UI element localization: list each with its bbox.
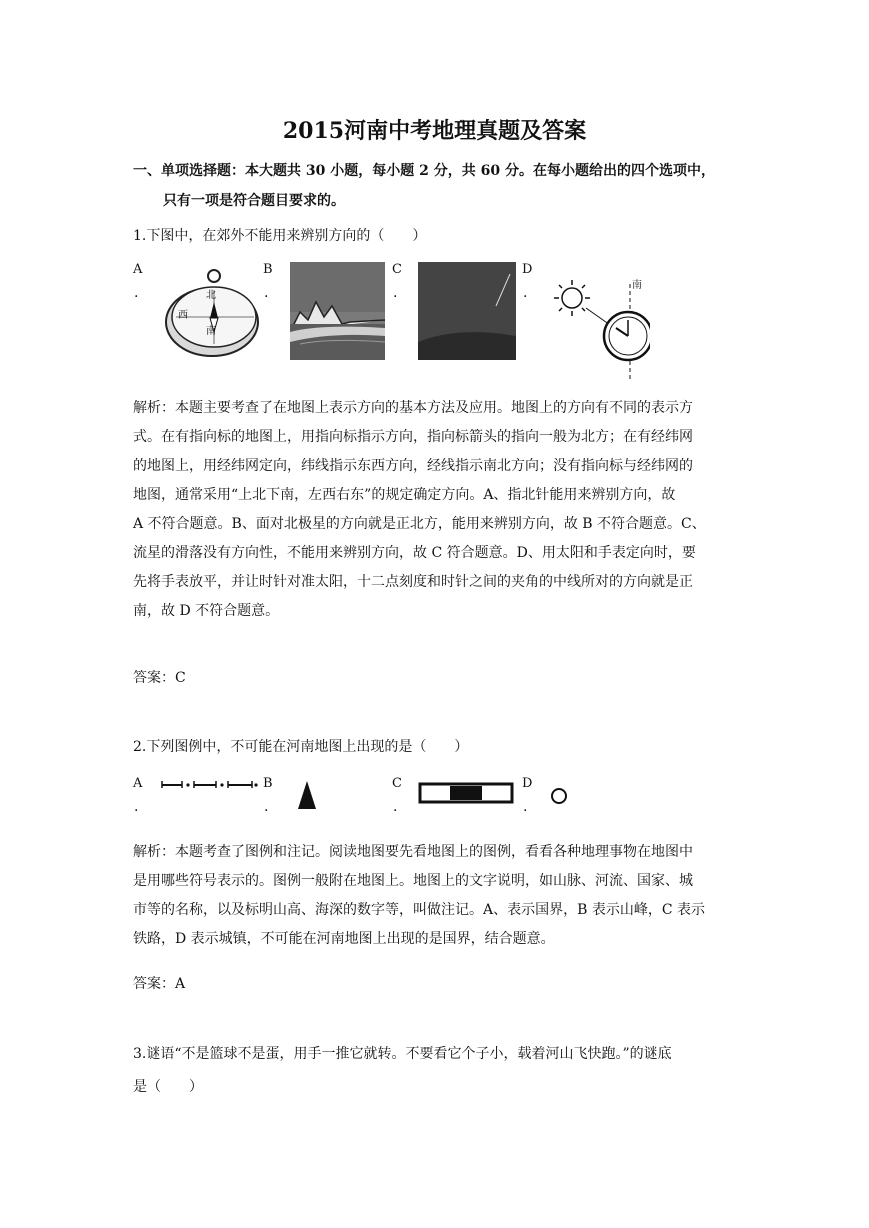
national-border-symbol xyxy=(160,776,260,788)
q1-option-c-label: C xyxy=(392,262,402,277)
compass-image xyxy=(158,268,263,360)
q2-analysis xyxy=(133,838,743,954)
q1-option-c-dot: . xyxy=(393,285,398,301)
q1-option-b-dot: . xyxy=(264,285,269,301)
q1-analysis-line: 先将手表放平，并让时针对准太阳，十二点刻度和时针之间的夹角的中线所对的方向就是正 xyxy=(133,574,693,590)
q2-analysis-line: 解析：本题考查了图例和注记。阅读地图要先看地图上的图例，看看各种地理事物在地图中 xyxy=(133,844,693,860)
q1-option-a-label: A xyxy=(133,262,143,277)
railway-symbol xyxy=(418,782,514,804)
q1-analysis-line: 地图，通常采用“上北下南，左西右东”的规定确定方向。A、指北针能用来辨别方向，故 xyxy=(133,487,676,503)
town-symbol xyxy=(550,787,568,805)
q1-analysis-line: 式。在有指向标的地图上，用指向标指示方向，指向标箭头的指向一般为北方；在有经纬网 xyxy=(133,429,693,445)
q2-stem: 2.下列图例中，不可能在河南地图上出现的是（ ） xyxy=(133,739,469,755)
compass-north-label: 北 xyxy=(206,290,216,301)
q3-stem-line1: 3.谜语“不是篮球不是蛋，用手一推它就转。不要看它个子小，载着河山飞快跑。”的谜底 xyxy=(133,1046,672,1062)
q2-option-c-dot: . xyxy=(393,799,398,815)
section-heading-line1: 一、单项选择题：本大题共 30 小题，每小题 2 分，共 60 分。在每小题给出的四个选项中， xyxy=(133,163,715,179)
q2-option-b-dot: . xyxy=(264,799,269,815)
q2-option-a-label: A xyxy=(133,776,143,791)
q1-option-d-dot: . xyxy=(523,285,528,301)
q1-option-d-label: D xyxy=(522,262,533,277)
q2-option-a-dot: . xyxy=(134,799,139,815)
q1-analysis-line: 的地图上，用经纬网定向，纬线指示东西方向，经线指示南北方向；没有指向标与经纬网的 xyxy=(133,458,693,474)
q1-answer: 答案：C xyxy=(133,670,186,686)
q1-stem: 1.下图中，在郊外不能用来辨别方向的（ ） xyxy=(133,228,427,244)
compass-south-label: 南 xyxy=(206,326,216,337)
mountain-peak-symbol xyxy=(296,780,318,810)
q2-option-b-label: B xyxy=(263,776,273,791)
q2-option-d-label: D xyxy=(522,776,533,791)
compass-west-label: 西 xyxy=(178,310,188,321)
q1-option-b-label: B xyxy=(263,262,273,277)
q2-option-c-label: C xyxy=(392,776,402,791)
q2-analysis-line: 是用哪些符号表示的。图例一般附在地图上。地图上的文字说明，如山脉、河流、国家、城 xyxy=(133,873,693,889)
watch-south-label: 南 xyxy=(632,280,642,291)
q2-analysis-line: 铁路，D 表示城镇，不可能在河南地图上出现的是国界，结合题意。 xyxy=(133,931,555,947)
section-heading-line2: 只有一项是符合题目要求的。 xyxy=(163,193,345,209)
q1-option-a-dot: . xyxy=(134,285,139,301)
meteor-night-sky-image xyxy=(418,262,516,360)
page-title: 2015河南中考地理真题及答案 xyxy=(282,118,587,144)
q2-option-d-dot: . xyxy=(523,799,528,815)
q1-analysis xyxy=(133,394,743,626)
q1-analysis-line: 解析：本题主要考查了在地图上表示方向的基本方法及应用。地图上的方向有不同的表示方 xyxy=(133,400,693,416)
q1-analysis-line: A 不符合题意。B、面对北极星的方向就是正北方，能用来辨别方向，故 B 不符合题意。C、 xyxy=(133,516,706,532)
q1-analysis-line: 流星的滑落没有方向性，不能用来辨别方向，故 C 符合题意。D、用太阳和手表定向时，要 xyxy=(133,545,696,561)
q2-answer: 答案：A xyxy=(133,976,186,992)
q3-stem-line2: 是（ ） xyxy=(133,1079,203,1095)
mountain-landscape-image xyxy=(290,262,385,360)
q2-analysis-line: 市等的名称，以及标明山高、海深的数字等，叫做注记。A、表示国界，B 表示山峰，C 表示 xyxy=(133,902,706,918)
q1-analysis-line: 南，故 D 不符合题意。 xyxy=(133,603,280,619)
